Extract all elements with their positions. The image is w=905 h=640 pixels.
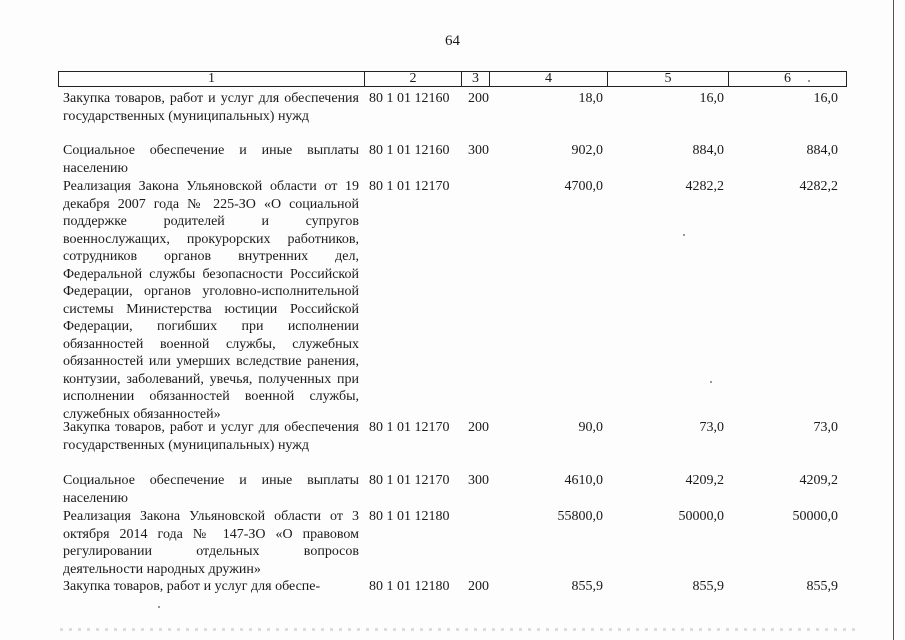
table-row — [0, 419, 905, 472]
row-code: 80 1 01 12160 — [369, 143, 450, 158]
header-col-2: 2 — [365, 72, 462, 86]
row-name: Закупка товаров, работ и услуг для обеспечения государственных (муниципальных) нужд — [63, 91, 359, 124]
row-value-col4: 4700,0 — [564, 179, 603, 194]
header-col-4: 4 — [490, 72, 608, 86]
table-row — [0, 142, 905, 178]
row-value-col4: 902,0 — [571, 143, 603, 158]
row-value-col4: 90,0 — [578, 420, 603, 435]
scan-bottom-noise — [60, 628, 860, 631]
table-row — [0, 472, 905, 508]
row-value-col5: 16,0 — [699, 91, 724, 106]
table-row — [0, 90, 905, 142]
row-value-col5: 73,0 — [699, 420, 724, 435]
row-name: Социальное обеспечение и иные выплаты населению — [63, 143, 359, 176]
header-col-5: 5 — [608, 72, 729, 86]
row-name: Социальное обеспечение и иные выплаты населению — [63, 473, 359, 506]
table-row — [0, 508, 905, 578]
scan-speck — [683, 234, 685, 236]
row-value-col4: 4610,0 — [564, 473, 603, 488]
row-value-col4: 18,0 — [578, 91, 603, 106]
row-name: Закупка товаров, работ и услуг для обеспечения государственных (муниципальных) нужд — [63, 420, 359, 453]
row-value-col4: 55800,0 — [557, 509, 603, 524]
table-header-row — [58, 71, 847, 87]
row-value-col4: 855,9 — [571, 579, 603, 594]
row-value-col5: 50000,0 — [678, 509, 724, 524]
header-col-1: 1 — [59, 72, 365, 86]
row-vr: 300 — [468, 473, 489, 488]
row-value-col6: 4282,2 — [799, 179, 838, 194]
row-value-col5: 4282,2 — [685, 179, 724, 194]
table-row — [0, 178, 905, 422]
row-code: 80 1 01 12180 — [369, 509, 450, 524]
row-name: Закупка товаров, работ и услуг для обеспе- — [63, 579, 321, 594]
row-name: Реализация Закона Ульяновской области от 3 октября 2014 года № 147-ЗО «О правовом регулировании отдельных вопросов деятельности народных дружин» — [63, 509, 359, 577]
row-value-col6: 73,0 — [813, 420, 838, 435]
header-col-6: 6 — [784, 71, 791, 86]
scan-speck — [158, 606, 160, 608]
table-row — [0, 578, 905, 596]
row-value-col6: 855,9 — [806, 579, 838, 594]
row-code: 80 1 01 12170 — [369, 179, 450, 194]
row-value-col6: 16,0 — [813, 91, 838, 106]
scan-speck — [808, 80, 810, 82]
row-vr: 200 — [468, 91, 489, 106]
row-code: 80 1 01 12180 — [369, 579, 450, 594]
row-vr: 200 — [468, 579, 489, 594]
header-col-3: 3 — [462, 72, 490, 86]
row-code: 80 1 01 12170 — [369, 420, 450, 435]
row-value-col5: 855,9 — [692, 579, 724, 594]
row-value-col5: 884,0 — [692, 143, 724, 158]
row-value-col6: 50000,0 — [792, 509, 838, 524]
table-body — [0, 90, 905, 596]
page-number: 64 — [445, 33, 460, 49]
row-value-col6: 884,0 — [806, 143, 838, 158]
row-value-col6: 4209,2 — [799, 473, 838, 488]
row-code: 80 1 01 12160 — [369, 91, 450, 106]
row-vr: 200 — [468, 420, 489, 435]
row-name: Реализация Закона Ульяновской области от 19 декабря 2007 года № 225-ЗО «О социальной поддержке родителей и супругов военнослужащих, прокурорских работников, сотрудников органов внутренних дел, Федеральной службы безопасности Российской Федерации, органов уголовно-исполнительной системы Министерства юстиции Российской Федерации, погибших при исполнении обязанностей военной службы, служебных обязанностей или умерших вследствие ранения, контузии, заболеваний, увечья, полученных при исполнении обязанностей военной службы, служебных обязанностей» — [63, 179, 359, 422]
row-value-col5: 4209,2 — [685, 473, 724, 488]
scan-speck — [710, 381, 712, 383]
row-code: 80 1 01 12170 — [369, 473, 450, 488]
row-vr: 300 — [468, 143, 489, 158]
